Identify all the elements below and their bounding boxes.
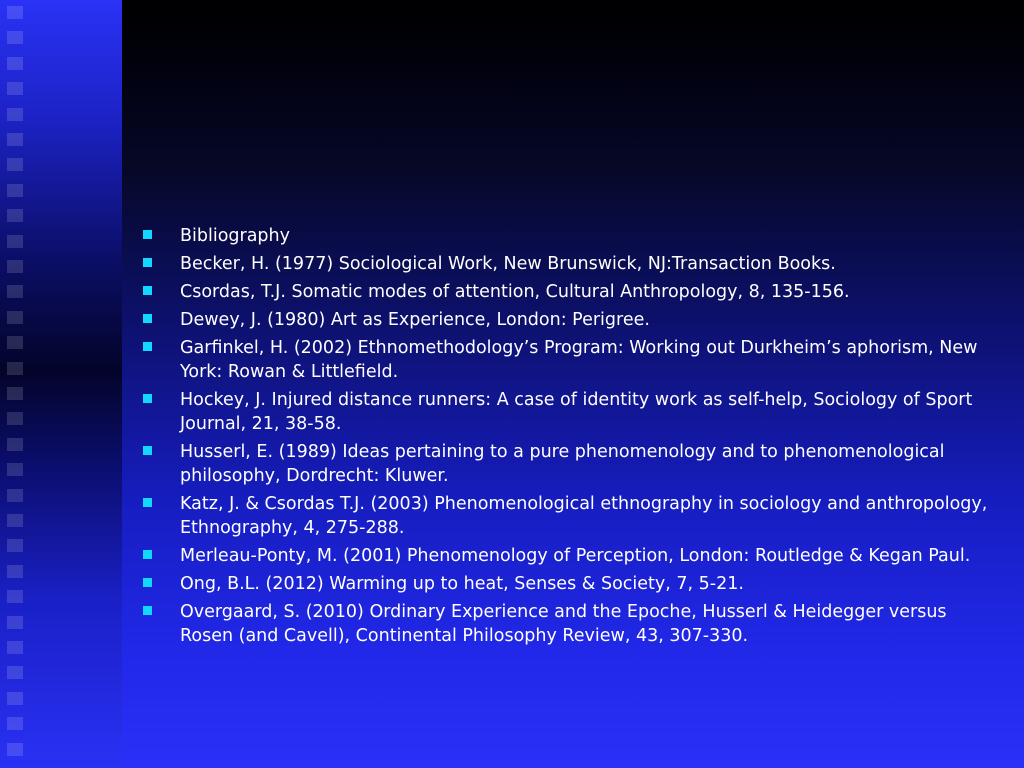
list-item-text: Husserl, E. (1989) Ideas pertaining to a pure phenomenology and to phenomenological philosophy, Dordrecht: Kluwer. <box>180 442 945 486</box>
decorative-square <box>7 692 23 705</box>
film-strip-squares <box>7 0 29 768</box>
decorative-square <box>7 743 23 756</box>
bibliography-slide-content <box>140 224 1000 652</box>
decorative-square <box>7 362 23 375</box>
list-item-text: Becker, H. (1977) Sociological Work, New Brunswick, NJ:Transaction Books. <box>180 254 836 274</box>
square-bullet-icon <box>143 394 152 403</box>
decorative-square <box>7 717 23 730</box>
reference-item <box>140 572 1000 596</box>
decorative-square <box>7 133 23 146</box>
decorative-square <box>7 489 23 502</box>
square-bullet-icon <box>143 342 152 351</box>
reference-item <box>140 388 1000 436</box>
decorative-square <box>7 158 23 171</box>
decorative-square <box>7 336 23 349</box>
decorative-square <box>7 31 23 44</box>
decorative-square <box>7 57 23 70</box>
decorative-square <box>7 412 23 425</box>
decorative-square <box>7 463 23 476</box>
list-item-text: Dewey, J. (1980) Art as Experience, London: Perigree. <box>180 310 650 330</box>
decorative-square <box>7 285 23 298</box>
reference-item <box>140 336 1000 384</box>
square-bullet-icon <box>143 578 152 587</box>
bibliography-heading-item <box>140 224 1000 248</box>
decorative-square <box>7 514 23 527</box>
decorative-square <box>7 590 23 603</box>
decorative-square <box>7 311 23 324</box>
bibliography-list <box>140 224 1000 648</box>
square-bullet-icon <box>143 258 152 267</box>
decorative-square <box>7 539 23 552</box>
decorative-square <box>7 184 23 197</box>
decorative-square <box>7 565 23 578</box>
decorative-square <box>7 235 23 248</box>
square-bullet-icon <box>143 550 152 559</box>
square-bullet-icon <box>143 314 152 323</box>
square-bullet-icon <box>143 498 152 507</box>
reference-item <box>140 544 1000 568</box>
decorative-square <box>7 6 23 19</box>
decorative-square <box>7 108 23 121</box>
reference-item <box>140 252 1000 276</box>
reference-item <box>140 280 1000 304</box>
decorative-square <box>7 666 23 679</box>
list-item-text: Merleau-Ponty, M. (2001) Phenomenology of Perception, London: Routledge & Kegan Paul. <box>180 546 971 566</box>
list-item-text: Katz, J. & Csordas T.J. (2003) Phenomenological ethnography in sociology and anthropology, Ethnography, 4, 275-288. <box>180 494 988 538</box>
decorative-square <box>7 260 23 273</box>
decorative-square <box>7 82 23 95</box>
decorative-square <box>7 387 23 400</box>
list-item-text: Csordas, T.J. Somatic modes of attention, Cultural Anthropology, 8, 135-156. <box>180 282 850 302</box>
reference-item <box>140 308 1000 332</box>
list-item-text: Hockey, J. Injured distance runners: A case of identity work as self-help, Sociology of Sport Journal, 21, 38-58. <box>180 390 973 434</box>
decorative-square <box>7 438 23 451</box>
square-bullet-icon <box>143 286 152 295</box>
list-item-text: Overgaard, S. (2010) Ordinary Experience and the Epoche, Husserl & Heidegger versus Rosen (and Cavell), Continental Philosophy Review, 43, 307-330. <box>180 602 947 646</box>
reference-item <box>140 600 1000 648</box>
list-item-text: Bibliography <box>180 226 290 246</box>
list-item-text: Garfinkel, H. (2002) Ethnomethodology’s Program: Working out Durkheim’s aphorism, New York: Rowan & Littlefield. <box>180 338 978 382</box>
decorative-square <box>7 616 23 629</box>
reference-item <box>140 440 1000 488</box>
square-bullet-icon <box>143 230 152 239</box>
list-item-text: Ong, B.L. (2012) Warming up to heat, Senses & Society, 7, 5-21. <box>180 574 744 594</box>
reference-item <box>140 492 1000 540</box>
decorative-square <box>7 641 23 654</box>
square-bullet-icon <box>143 606 152 615</box>
decorative-square <box>7 209 23 222</box>
decorative-side-strip <box>0 0 122 768</box>
square-bullet-icon <box>143 446 152 455</box>
